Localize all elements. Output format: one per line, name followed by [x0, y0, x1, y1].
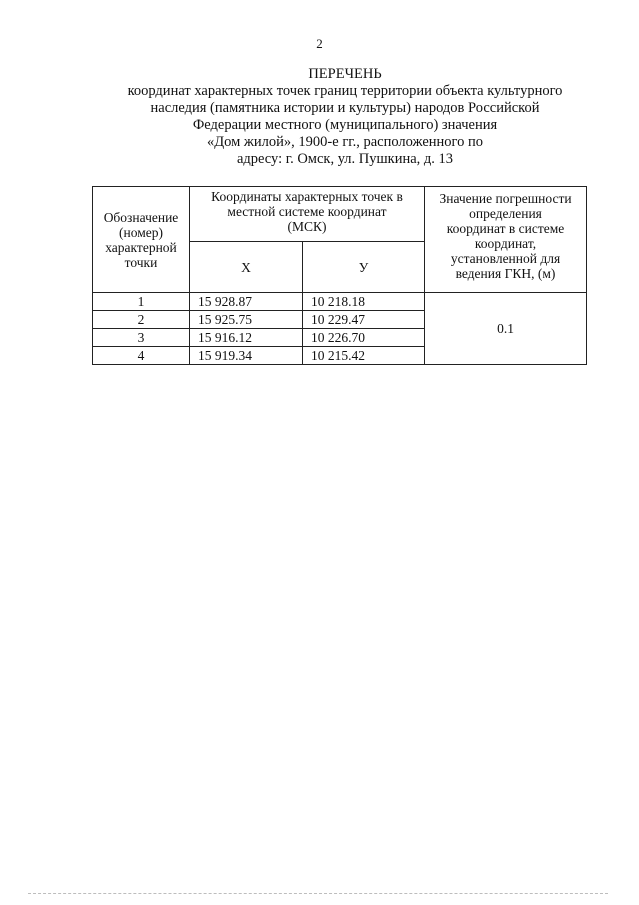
coordinate-x: 15 925.75: [190, 311, 303, 329]
header-coordinates-line: (МСК): [287, 219, 327, 234]
header-error-line: установленной для: [450, 251, 561, 266]
heading-line-2: наследия (памятника истории и культуры) народов Российской: [150, 100, 540, 116]
header-error-line: ведения ГКН, (м): [455, 266, 556, 281]
header-coordinates: [190, 187, 425, 242]
coordinates-table: [92, 186, 587, 365]
page-number: 2: [316, 36, 323, 51]
document-title: ПЕРЕЧЕНЬ: [308, 66, 382, 82]
header-error-line: координат в системе: [446, 221, 565, 236]
coordinate-x: 15 919.34: [190, 347, 303, 365]
header-error-line: координат,: [474, 236, 537, 251]
header-error-line: Значение погрешности: [439, 191, 572, 206]
header-error-line: определения: [469, 206, 542, 221]
header-error: [425, 187, 587, 293]
error-value: 0.1: [425, 293, 587, 365]
heading-line-5: адресу: г. Омск, ул. Пушкина, д. 13: [236, 151, 454, 167]
table-row: [93, 293, 587, 311]
heading-line-4: «Дом жилой», 1900-е гг., расположенного по: [206, 134, 484, 150]
header-y: У: [303, 242, 425, 293]
document-heading: [100, 66, 590, 168]
coordinate-y: 10 215.42: [303, 347, 425, 365]
table-header-row: [93, 187, 587, 242]
coordinate-y: 10 226.70: [303, 329, 425, 347]
heading-line-1: координат характерных точек границ территории объекта культурного: [127, 83, 563, 99]
scan-edge-line: [28, 893, 608, 894]
header-coordinates-line: местной системе координат: [227, 204, 387, 219]
header-designation-line: Обозначение: [103, 209, 179, 225]
header-designation-line: (номер): [119, 224, 163, 240]
coordinate-y: 10 218.18: [303, 293, 425, 311]
point-number: 1: [93, 293, 190, 311]
header-designation-line: точки: [124, 254, 158, 270]
point-number: 4: [93, 347, 190, 365]
coordinate-x: 15 928.87: [190, 293, 303, 311]
header-designation: [93, 187, 190, 293]
point-number: 3: [93, 329, 190, 347]
header-designation-line: характерной: [105, 239, 177, 255]
coordinate-y: 10 229.47: [303, 311, 425, 329]
header-coordinates-line: Координаты характерных точек в: [211, 189, 403, 204]
coordinate-x: 15 916.12: [190, 329, 303, 347]
heading-line-3: Федерации местного (муниципального) значения: [192, 117, 498, 133]
point-number: 2: [93, 311, 190, 329]
header-x: Х: [190, 242, 303, 293]
